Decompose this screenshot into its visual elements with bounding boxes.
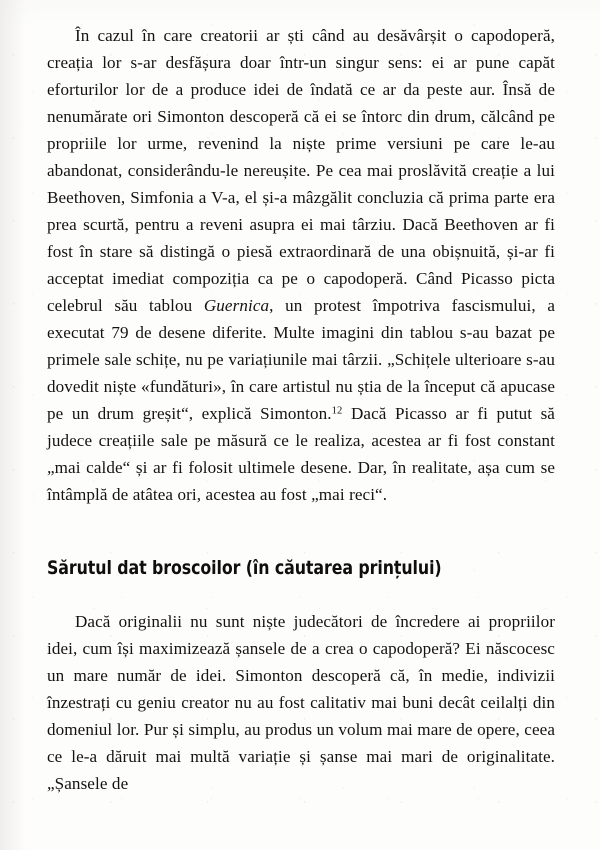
- footnote-reference-12[interactable]: 12: [331, 405, 343, 417]
- paragraph-two: Dacă originalii nu sunt niște judecători de încredere ai propriilor idei, cum își maximizează șansele de a crea o capodoperă? Ei născocesc un mare număr de idei. Simonton descoperă că, în medie, indivizii înzestrați cu geniu creator nu au fost calitativ mai buni decât ceilalți din domeniul lor. Pur și simplu, au produs un volum mai mare de opere, ceea ce le-a dăruit mai multă variație și șanse mai mari de originalitate. „Șansele de: [47, 612, 555, 793]
- paragraph-one: [47, 0, 555, 508]
- artwork-title-guernica: Guernica: [203, 296, 270, 315]
- section-heading: Sărutul dat broscoilor (în căutarea prințului): [47, 558, 442, 579]
- paragraph-one-middle: , un protest împotriva fascismului, a executat 79 de desene diferite. Multe imagini din tablou s-au bazat pe primele sale schițe, nu pe variațiunile mai târzii. „Schițele ulterioare s-au dovedit niște «fundături», în care artistul nu știa de la început că apucase pe un drum greșit“, explică Simonton.: [47, 296, 555, 423]
- paragraph-one-lead: În cazul în care creatorii ar ști când au desăvârșit o capodoperă, creația lor s-ar desfășura doar într-un singur sens: ei ar pune capăt eforturilor lor de a produce idei de îndată ce ar da peste aur. Însă de nenumărate ori Simonton descoperă că ei se întorc din drum, călcând pe propriile lor urme, revenind la niște prime versiuni pe care le-au abandonat, considerându-le nereușite. Pe cea mai proslăvită creație a lui Beethoven, Simfonia a V-a, el și-a mâzgălit concluzia că prima parte era prea scurtă, pentru a reveni asupra ei mai târziu. Dacă Beethoven ar fi fost în stare să distingă o piesă extraordinară de una obișnuită, și-ar fi acceptat imediat compoziția ca pe o capodoperă. Când Picasso picta celebrul său tablou: [47, 26, 555, 315]
- paragraph-one-tail: Dacă Picasso ar fi putut să judece creațiile sale pe măsură ce le realiza, acestea ar fi fost constant „mai calde“ și ar fi folosit ultimele desene. Dar, în realitate, așa cum se întâmplă de atâtea ori, acestea au fost „mai reci“.: [47, 404, 555, 504]
